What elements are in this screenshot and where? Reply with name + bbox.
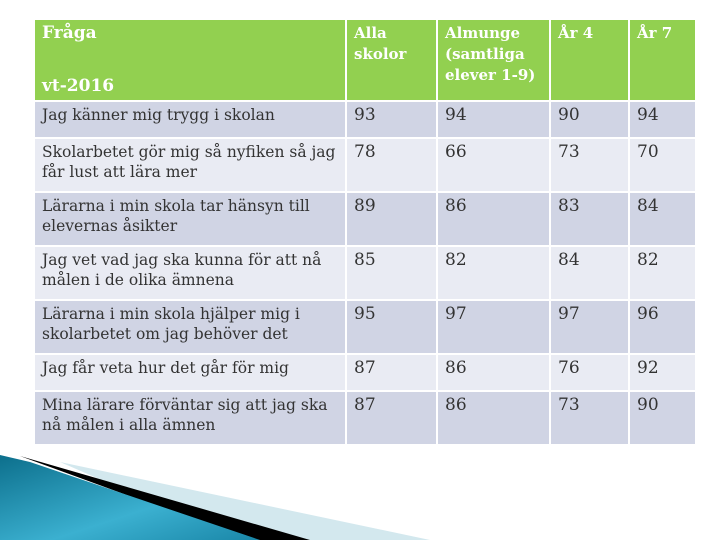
value-cell: 89 <box>346 192 437 246</box>
value-cell: 76 <box>550 354 629 391</box>
value-cell: 78 <box>346 138 437 192</box>
value-cell: 85 <box>346 246 437 300</box>
value-cell: 95 <box>346 300 437 354</box>
value-cell: 83 <box>550 192 629 246</box>
value-cell: 93 <box>346 101 437 138</box>
value-cell: 94 <box>437 101 550 138</box>
value-cell: 92 <box>629 354 696 391</box>
header-col: År 7 <box>629 19 696 101</box>
value-cell: 84 <box>629 192 696 246</box>
question-cell: Mina lärare förväntar sig att jag ska nå målen i alla ämnen <box>34 391 346 445</box>
value-cell: 97 <box>437 300 550 354</box>
header-col: Alla skolor <box>346 19 437 101</box>
value-cell: 86 <box>437 192 550 246</box>
value-cell: 70 <box>629 138 696 192</box>
value-cell: 84 <box>550 246 629 300</box>
value-cell: 90 <box>550 101 629 138</box>
value-cell: 87 <box>346 391 437 445</box>
question-cell: Lärarna i min skola tar hänsyn till elevernas åsikter <box>34 192 346 246</box>
question-cell: Skolarbetet gör mig så nyfiken så jag får lust att lära mer <box>34 138 346 192</box>
question-cell: Lärarna i min skola hjälper mig i skolarbetet om jag behöver det <box>34 300 346 354</box>
value-cell: 86 <box>437 354 550 391</box>
value-cell: 87 <box>346 354 437 391</box>
header-col: Almunge (samtliga elever 1-9) <box>437 19 550 101</box>
question-label: Fråga <box>42 23 97 43</box>
value-cell: 73 <box>550 391 629 445</box>
question-cell: Jag får veta hur det går för mig <box>34 354 346 391</box>
value-cell: 94 <box>629 101 696 138</box>
question-cell: Jag känner mig trygg i skolan <box>34 101 346 138</box>
value-cell: 82 <box>629 246 696 300</box>
value-cell: 97 <box>550 300 629 354</box>
value-cell: 96 <box>629 300 696 354</box>
question-cell: Jag vet vad jag ska kunna för att nå målen i de olika ämnena <box>34 246 346 300</box>
header-col: År 4 <box>550 19 629 101</box>
value-cell: 73 <box>550 138 629 192</box>
value-cell: 82 <box>437 246 550 300</box>
value-cell: 66 <box>437 138 550 192</box>
value-cell: 86 <box>437 391 550 445</box>
value-cell: 90 <box>629 391 696 445</box>
period-label: vt-2016 <box>42 76 115 96</box>
